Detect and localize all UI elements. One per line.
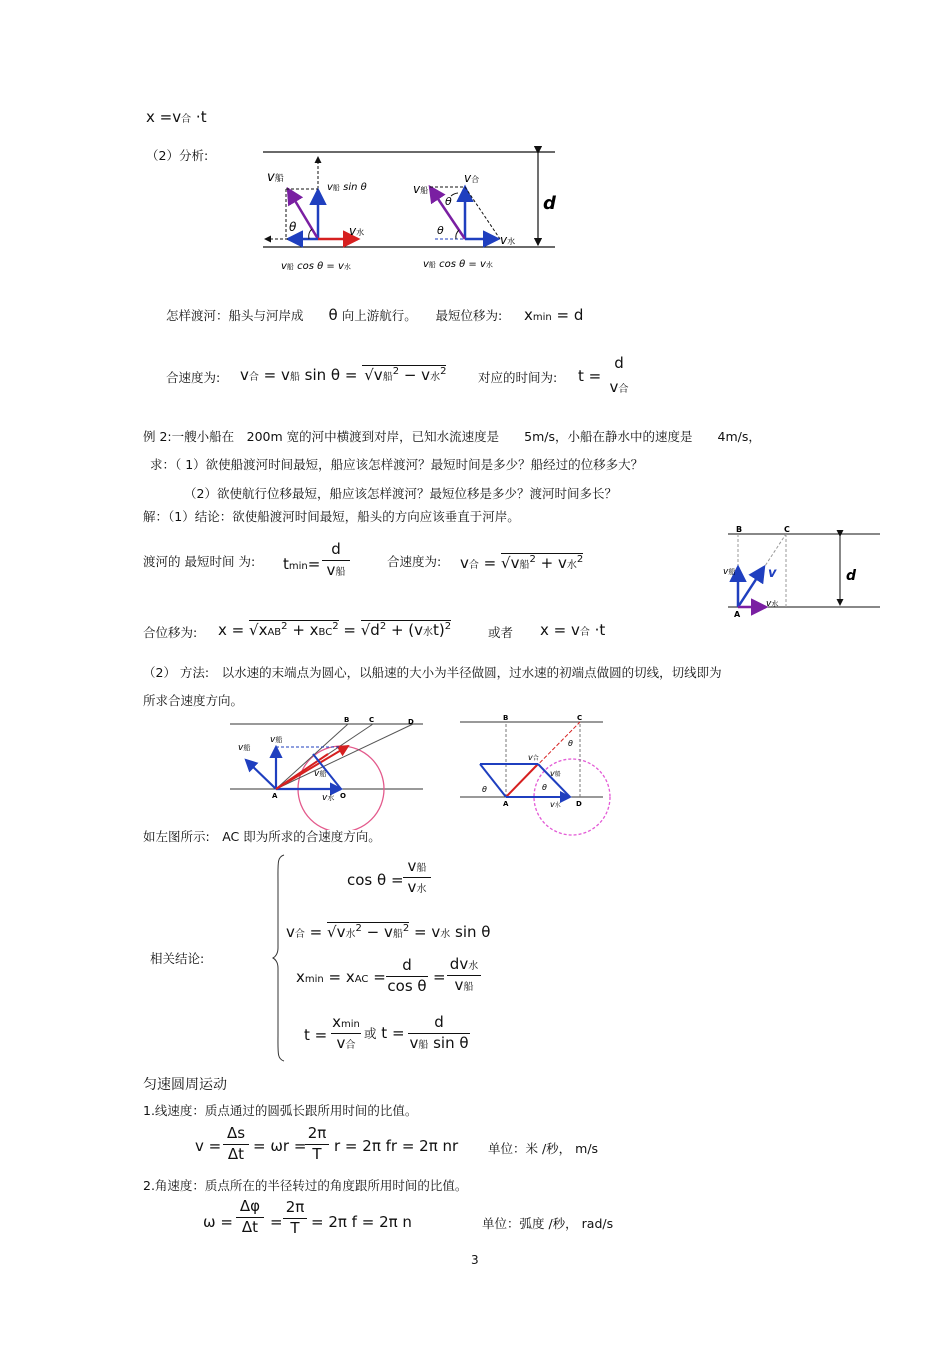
tangent-construction-right <box>458 712 613 836</box>
svg-text:A: A <box>272 792 278 800</box>
svg-text:v船 sin θ: v船 sin θ <box>327 182 367 193</box>
svg-text:v合: v合 <box>464 171 480 185</box>
angular-velocity-unit: 单位：弧度 /秒， rad/s <box>482 1216 614 1231</box>
method-line1: （2） 方法: 以水速的末端点为圆心，以船速的大小为半径做圆，过水速的初端点做圆的切线，切线即为 <box>143 665 722 680</box>
svg-text:A: A <box>734 610 741 619</box>
svg-text:B: B <box>503 714 509 722</box>
linear-velocity-frac2: 2π T <box>305 1124 329 1163</box>
top-formula: x =v合 ·t <box>146 108 207 126</box>
svg-text:θ: θ <box>568 739 573 748</box>
svg-text:v船: v船 <box>550 769 561 778</box>
solution-line1: 解：（1）结论：欲使船渡河时间最短，船头的方向应该垂直于河岸。 <box>143 509 520 524</box>
angular-velocity-frac2: 2π T <box>283 1198 307 1237</box>
svg-text:θ: θ <box>445 195 452 208</box>
svg-text:v船: v船 <box>238 743 251 753</box>
example2-line3: （2）欲使航行位移最短，船应该怎样渡河？最短位移是多少？渡河时间多长？ <box>184 486 617 501</box>
right-caption: v船 cos θ = v水 <box>423 259 493 270</box>
svg-text:B: B <box>344 716 350 724</box>
ex2-velocity-formula: v合 = √v船$^2$ + v水$^2$ <box>460 554 584 572</box>
conclusion-time-frac1: xmin v合 <box>332 1013 360 1052</box>
page-number: 3 <box>471 1253 479 1267</box>
svg-text:C: C <box>784 525 790 534</box>
example2-line2: 求：（ 1）欲使船渡河时间最短，船应该怎样渡河？最短时间是多少？船经过的位移多大？ <box>150 457 644 472</box>
svg-text:v水: v水 <box>322 793 335 803</box>
min-displacement-formula: xmin = d <box>524 306 584 324</box>
resultant-velocity-formula: v合 = v船 sin θ = √v船$^2$ − v水$^2$ <box>240 366 447 384</box>
as-figure-text: 如左图所示: AC 即为所求的合速度方向。 <box>143 829 381 844</box>
svg-text:D: D <box>408 718 414 726</box>
or-formula: x = v合 ·t <box>540 621 606 639</box>
method-line2: 所求合速度方向。 <box>143 693 244 708</box>
linear-velocity-frac1: Δs Δt <box>223 1124 249 1163</box>
svg-text:B: B <box>736 525 743 534</box>
time-eq: t = <box>578 367 602 385</box>
linear-velocity-unit: 单位：米 /秒， m/s <box>488 1141 599 1156</box>
conclusions-brace <box>272 853 286 1063</box>
svg-text:θ: θ <box>437 224 444 237</box>
svg-text:v水: v水 <box>766 599 779 609</box>
tangent-construction-left <box>228 712 428 830</box>
analysis-label: （2）分析: <box>146 148 209 163</box>
angular-velocity-eq: = <box>270 1213 283 1231</box>
displacement-formula: $x = √xAB^2 + xBC^2 = √d^2 + (v$水t)$^2$ <box>218 621 452 639</box>
svg-text:v船: v船 <box>314 769 327 779</box>
angular-velocity-definition: 2.角速度：质点所在的半径转过的角度跟所用时间的比值。 <box>143 1178 468 1193</box>
displacement-label: 合位移为: <box>143 625 198 640</box>
angular-velocity-lhs: ω = <box>203 1213 233 1231</box>
svg-text:θ: θ <box>289 220 297 234</box>
or-label: 或者 <box>488 625 514 640</box>
conclusion-time-or: 或 t = <box>364 1024 405 1042</box>
svg-text:v水: v水 <box>550 800 561 809</box>
linear-velocity-mid: = ωr = <box>253 1137 307 1155</box>
svg-text:θ: θ <box>542 783 547 792</box>
angular-velocity-tail: = 2π f = 2π n <box>311 1213 412 1231</box>
conclusion-xmin-frac1: d cos θ <box>387 956 427 995</box>
circular-motion-heading: 匀速圆周运动 <box>143 1077 227 1093</box>
resultant-velocity-label: 合速度为: <box>166 370 221 385</box>
svg-text:C: C <box>577 714 583 722</box>
min-time-label: 渡河的 最短时间 为: <box>143 554 256 569</box>
svg-text:θ: θ <box>482 785 487 794</box>
time-fraction: d v合 <box>609 354 629 396</box>
svg-text:d: d <box>846 568 857 584</box>
conclusion-velocity: v合 = √v水$^2$ − v船$^2$ = v水 sin θ <box>286 923 491 941</box>
svg-text:v水: v水 <box>349 224 365 238</box>
svg-text:v船: v船 <box>270 735 283 745</box>
svg-text:O: O <box>340 792 346 800</box>
svg-text:v船: v船 <box>267 170 284 185</box>
conclusion-xmin: xmin = xAC = <box>296 968 386 986</box>
conclusion-xmin-frac2: dv水 v船 <box>447 955 481 994</box>
width-label: d <box>543 193 556 214</box>
svg-text:v船: v船 <box>723 567 736 577</box>
svg-text:v: v <box>768 566 777 581</box>
linear-velocity-tail: r = 2π fr = 2π nr <box>334 1137 459 1155</box>
conclusion-cos: cos θ = <box>347 871 404 889</box>
svg-text:v合: v合 <box>528 753 539 762</box>
conclusions-label: 相关结论: <box>150 951 205 966</box>
svg-text:v水: v水 <box>500 233 516 247</box>
conclusion-cos-fraction: v船 v水 <box>403 857 431 896</box>
river-crossing-figure-1 <box>255 145 565 280</box>
conclusion-xmin-eq: = <box>433 968 446 986</box>
min-time-lhs: tmin= <box>283 555 321 573</box>
how-to-cross: 怎样渡河：船头与河岸成 θ 向上游航行。 最短位移为: <box>166 306 503 324</box>
min-time-fraction: d v船 <box>322 540 350 579</box>
svg-text:D: D <box>576 800 582 808</box>
time-label: 对应的时间为: <box>478 370 558 385</box>
svg-text:C: C <box>369 716 375 724</box>
angular-velocity-frac1: Δφ Δt <box>236 1197 264 1236</box>
conclusion-time-lhs: t = <box>304 1026 328 1044</box>
linear-velocity-definition: 1.线速度：质点通过的圆弧长跟所用时间的比值。 <box>143 1103 418 1118</box>
linear-velocity-lhs: v = <box>195 1137 222 1155</box>
ex2-velocity-label: 合速度为: <box>387 554 442 569</box>
left-caption: v船 cos θ = v水 <box>281 261 351 272</box>
example2-line1: 例 2:一艘小船在 200m 宽的河中横渡到对岸，已知水流速度是 5m/s，小船在静水中的速度是 4m/s， <box>143 429 761 444</box>
conclusion-time-frac2: d v船 sin θ <box>409 1013 469 1052</box>
svg-text:A: A <box>503 800 509 808</box>
svg-text:v船: v船 <box>413 182 429 196</box>
shortest-time-figure <box>718 522 890 622</box>
